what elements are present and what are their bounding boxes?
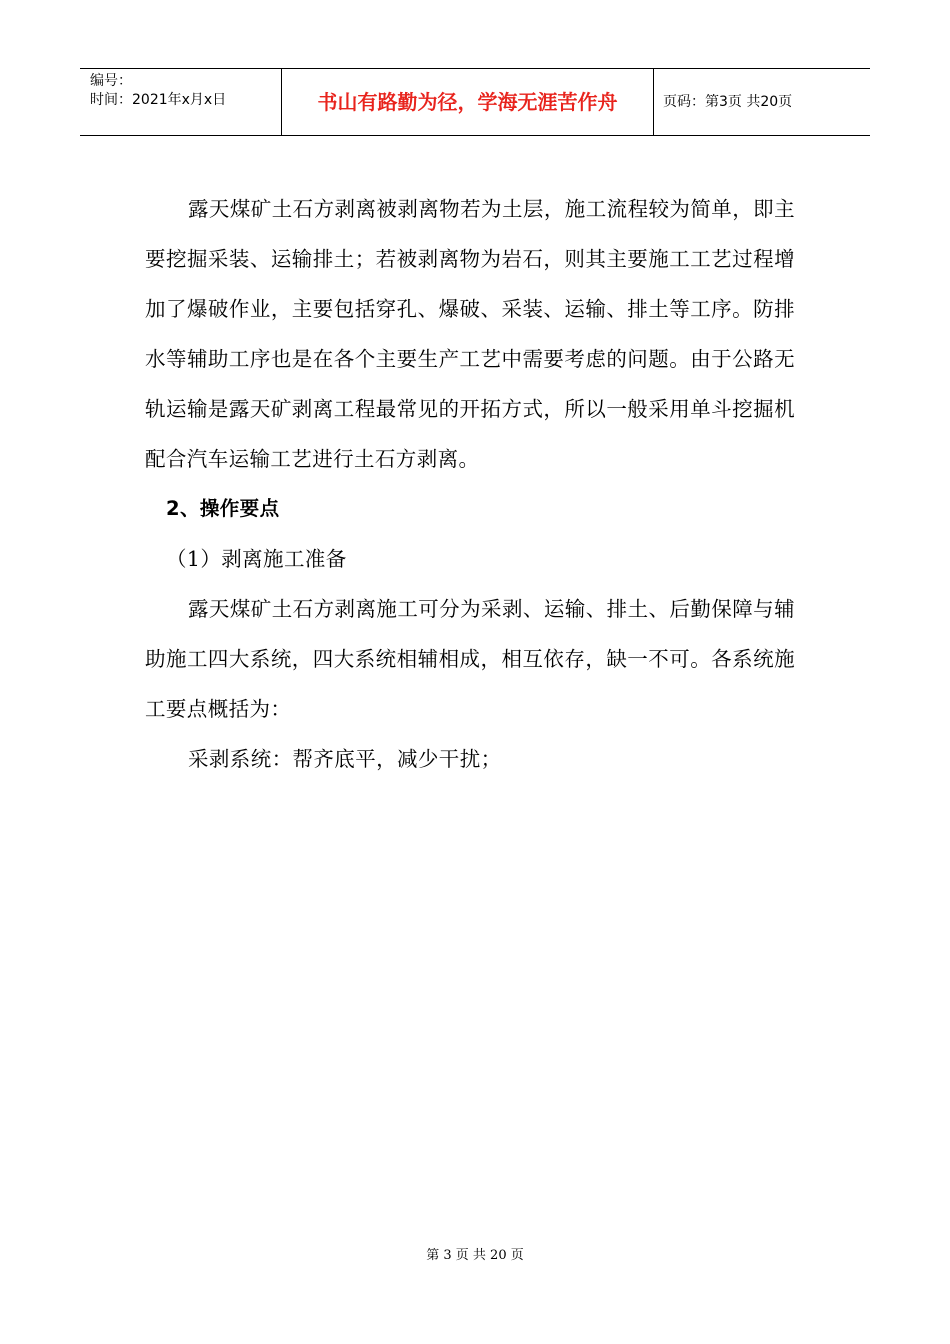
page-footer: 第 3 页 共 20 页 <box>426 1248 524 1263</box>
body-paragraph: 露天煤矿土石方剥离施工可分为采剥、运输、排土、后勤保障与辅助施工四大系统，四大系统相辅相成，相互依存，缺一不可。各系统施工要点概括为： <box>145 597 795 721</box>
number-label: 编号： <box>90 73 132 89</box>
date-label: 时间：2021年x月x日 <box>90 92 227 108</box>
body-paragraph: 露天煤矿土石方剥离被剥离物若为土层，施工流程较为简单，即主要挖掘采装、运输排土；若被剥离物为岩石，则其主要施工工艺过程增加了爆破作业，主要包括穿孔、爆破、采装、运输、排土等工序。防排水等辅助工序也是在各个主要生产工艺中需要考虑的问题。由于公路无轨运输是露天矿剥离工程最常见的开拓方式，所以一般采用单斗挖掘机配合汽车运输工艺进行土石方剥离。 <box>145 197 795 471</box>
header-motto: 书山有路勤为径，学海无涯苦作舟 <box>317 90 618 114</box>
subsection-heading: （1）剥离施工准备 <box>166 547 347 571</box>
header-meta <box>80 69 281 135</box>
document-header <box>80 68 870 136</box>
header-page-info: 页码：第3页 共20页 <box>663 94 793 110</box>
section-heading: 2、操作要点 <box>166 497 280 520</box>
document-body <box>145 184 795 784</box>
body-paragraph: 采剥系统：帮齐底平，减少干扰； <box>188 747 502 771</box>
